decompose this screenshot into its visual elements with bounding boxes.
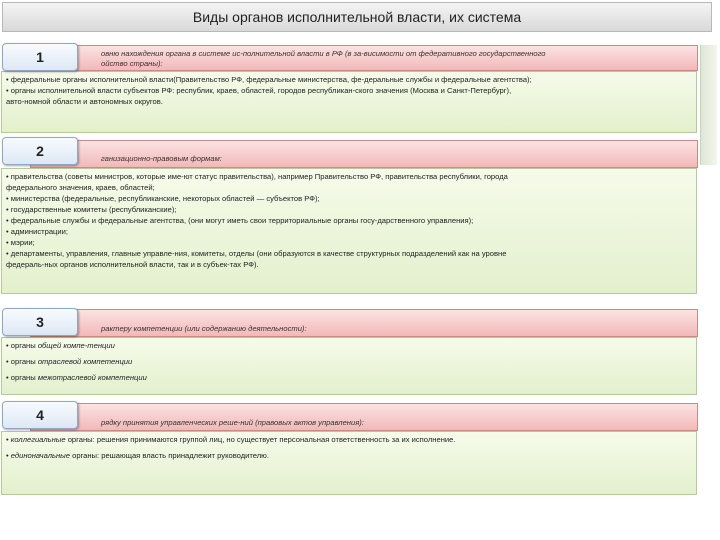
section-2-item: • правительства (советы министров, которые име-ют статус правительства), например Правительство РФ, правительства республики, города	[6, 172, 508, 181]
section-4-content	[1, 431, 697, 495]
section-4-heading-bar	[30, 403, 698, 431]
section-1-content	[1, 71, 697, 133]
section-3-heading-line1: рактеру компетенции (или содержанию деятельности):	[101, 324, 307, 333]
section-3-heading-bar	[30, 309, 698, 337]
section-4-item: • единоначальные органы: решающая власть принадлежит руководителю.	[6, 451, 269, 460]
section-3-item: • органы отраслевой компетенции	[6, 357, 133, 366]
section-2-item: • департаменты, управления, главные управле-ния, комитеты, отделы (они образуются в качестве структурных подразделений как на уровне	[6, 249, 507, 258]
section-1-heading-line1: овню нахождения органа в системе ис-полнительной власти в РФ (в за-висимости от федеративного государственного	[101, 49, 546, 58]
section-2-item: • федеральные службы и федеральные агентства, (они могут иметь свои территориальные органы госу-дарственного управления);	[6, 216, 474, 225]
section-1-number-badge: 1	[2, 43, 78, 71]
section-4-item: • коллегиальные органы: решения принимаются группой лиц, но существует персональная ответственность за их исполнение.	[6, 435, 456, 444]
section-2-content	[1, 168, 697, 294]
section-2-heading-bar	[30, 140, 698, 168]
section-4-number-badge: 4	[2, 401, 78, 429]
section-1-item: авто-номной области и автономных округов.	[6, 97, 163, 106]
section-3-item: • органы межотраслевой компетенции	[6, 373, 147, 382]
section-1-item: • федеральные органы исполнительной власти(Правительство РФ, федеральные министерства, фе-деральные службы и федеральные агентства);	[6, 75, 532, 84]
section-3-number-badge: 3	[2, 308, 78, 336]
section-2-item: • мэрии;	[6, 238, 35, 247]
section-2-item: федерального значения, краев, областей;	[6, 183, 155, 192]
section-1-item: • органы исполнительной власти субъектов РФ: республик, краев, областей, городов республикан-ского значения (Москва и Санкт-Петербург),	[6, 86, 512, 95]
section-2-item: федераль-ных органов исполнительной власти, так и в субъек-тах РФ).	[6, 260, 259, 269]
section-2-item: • администрации;	[6, 227, 68, 236]
section-1-heading-line2: ойство страны):	[101, 59, 163, 68]
title-bar	[2, 2, 712, 32]
section-2-number-badge: 2	[2, 137, 78, 165]
section-3-content	[1, 337, 697, 395]
section-1-heading-bar	[30, 45, 698, 71]
decorative-strip	[700, 45, 717, 165]
section-2-heading-line1: ганизационно-правовым формам:	[101, 154, 222, 163]
section-2-item: • министерства (федеральные, республиканские, некоторых областей — субъектов РФ);	[6, 194, 320, 203]
section-3-item: • органы общей компе-тенции	[6, 341, 115, 350]
section-4-heading-line1: рядку принятия управленческих реше-ний (правовых актов управления):	[101, 418, 364, 427]
page-title: Виды органов исполнительной власти, их система	[192, 9, 522, 25]
section-2-item: • государственные комитеты (республиканские);	[6, 205, 177, 214]
